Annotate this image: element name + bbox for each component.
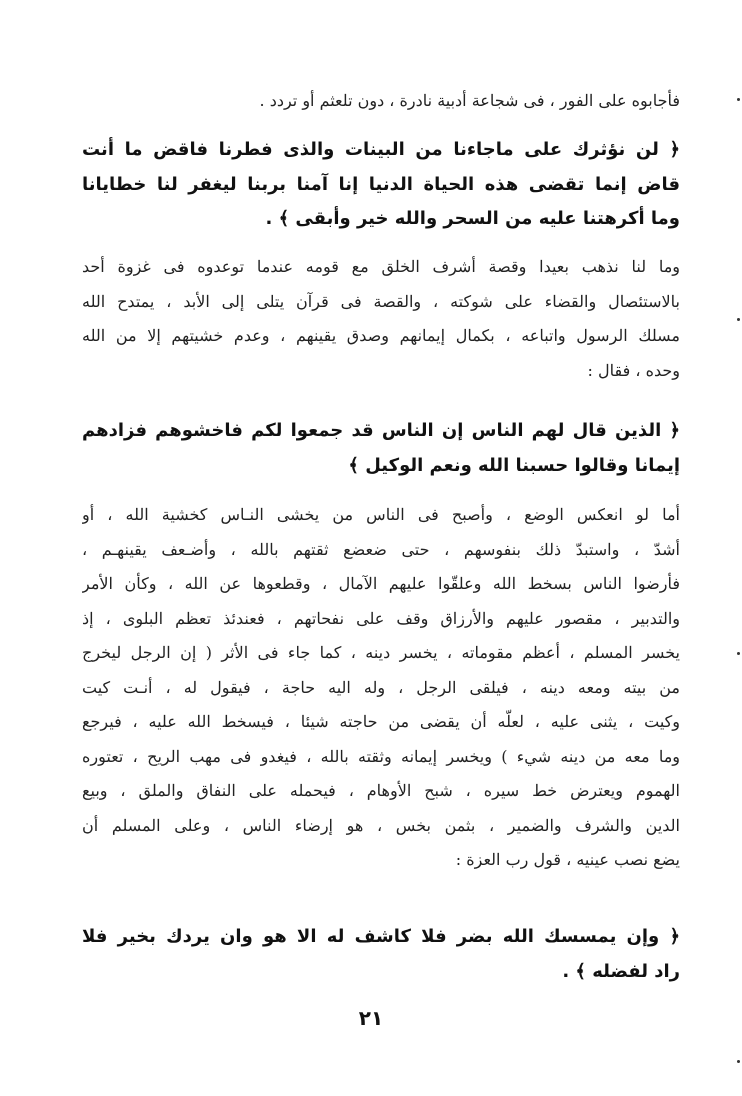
- verse-line: قاض إنما تقضى هذه الحياة الدنيا إنا آمنا بربنا ليغفر لنا خطايانا: [82, 173, 680, 195]
- paragraph-line: بالاستئصال والقضاء على شوكته ، والقصة فى قرآن يتلى إلى الأبد ، يمتدح الله: [82, 291, 680, 311]
- paragraph-line: والتدبير ، مقصور عليهم والأرزاق وقف على نفحاتهم ، فعندئذ تعظم البلوى ، إذ: [82, 608, 680, 628]
- quran-verse-3: [82, 918, 680, 987]
- verse-line: إيمانا وقالوا حسبنا الله ونعم الوكيل ﴾: [348, 454, 680, 476]
- paragraph-line: مسلك الرسول واتباعه ، بكمال إيمانهم وصدق يقينهم ، وعدم خشيتهم إلا من الله: [82, 326, 680, 345]
- paragraph-2: [82, 250, 680, 388]
- verse-line: ﴿ وإن يمسسك الله بضر فلا كاشف له الا هو وان يردك بخير فلا: [82, 926, 680, 947]
- verse-line: ﴿ الذين قال لهم الناس إن الناس قد جمعوا لكم فاخشوهم فزادهم: [82, 420, 680, 441]
- paragraph-line: فأرضوا الناس بسخط الله وعلقّوا عليهم الآمال ، وقطعوها عن الله ، وكأن الأمر: [82, 574, 680, 593]
- paragraph-line: يخسر المسلم ، أعظم مقوماته ، يخسر دينه ، كما جاء فى الأثر ( إن الرجل ليخرج: [82, 643, 680, 662]
- verse-line: راد لفضله ﴾ .: [562, 960, 680, 982]
- scan-speck: [737, 1060, 740, 1063]
- page-number: ٢١: [358, 1006, 384, 1030]
- quran-verse-2: [82, 412, 680, 481]
- paragraph-3: [82, 498, 680, 878]
- scan-speck: [737, 98, 740, 101]
- paragraph-line: الدين والشرف والضمير ، بثمن بخس ، هو إرضاء الناس ، وعلى المسلم أن: [82, 815, 680, 835]
- paragraph-line: أما لو انعكس الوضع ، وأصبح فى الناس من يخشى النـاس كخشية الله ، أو: [82, 505, 680, 524]
- paragraph-line: فأجابوه على الفور ، فى شجاعة أدبية نادرة ، دون تلعثم أو تردد .: [259, 91, 680, 110]
- scan-speck: [737, 652, 740, 655]
- paragraph-line: وحده ، فقال :: [587, 360, 680, 380]
- paragraph-line: يضع نصب عينيه ، قول رب العزة :: [455, 850, 680, 869]
- paragraph-line: وكيت ، يثنى عليه ، لعلّه أن يقضى من حاجته شيئا ، فيسخط الله عليه ، فيرجع: [82, 712, 680, 731]
- verse-line: ﴿ لن نؤثرك على ماجاءنا من البينات والذى فطرنا فاقض ما أنت: [82, 139, 680, 160]
- quran-verse-1: [82, 131, 680, 235]
- scan-speck: [737, 318, 740, 321]
- verse-line: وما أكرهتنا عليه من السحر والله خير وأبقى ﴾ .: [265, 208, 680, 229]
- paragraph-line: وما لنا نذهب بعيدا وقصة أشرف الخلق مع قومه عندما توعدوه فى غزوة أحد: [82, 257, 680, 276]
- paragraph-line: الهموم ويعترض خط سيره ، شبح الأوهام ، فيحمله على النفاق والملق ، وبيع: [82, 781, 680, 800]
- paragraph-line: أشدّ ، واستبدّ ذلك بنفوسهم ، حتى ضعضع ثقتهم بالله ، وأضـعف يقينهـم ،: [82, 539, 680, 559]
- paragraph-line: من بيته ومعه دينه ، فيلقى الرجل ، وله اليه حاجة ، فيقول له ، أنـت كيت: [82, 677, 680, 697]
- paragraph-1: [82, 84, 680, 119]
- paragraph-line: وما معه من دينه شيء ) ويخسر إيمانه وثقته بالله ، فيغدو فى مهب الريح ، تعتوره: [82, 746, 680, 766]
